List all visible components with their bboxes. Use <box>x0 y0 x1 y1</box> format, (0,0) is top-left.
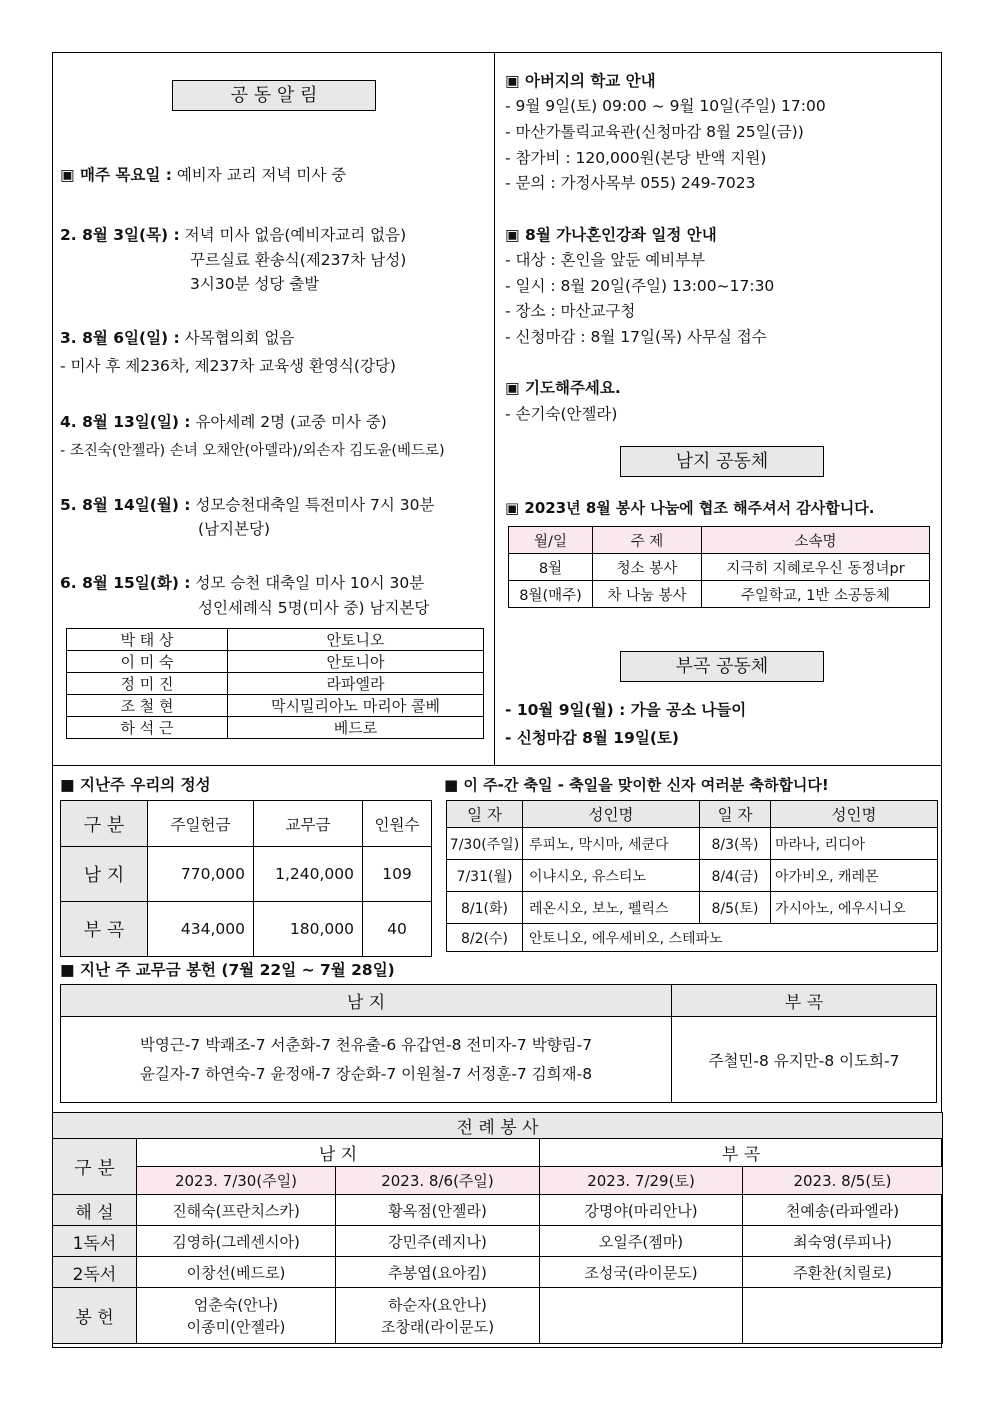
offering-heading: ■ 지난주 우리의 정성 <box>60 776 211 794</box>
table-row: 봉 헌 엄춘숙(안나) 이종미(안젤라) 하순자(요안나) 조창래(라이문도) <box>53 1288 943 1344</box>
table-row: 남 지 770,000 1,240,000 109 <box>61 847 432 902</box>
notice-item-5: 5. 8월 14일(월) : 성모승천대축일 특전미사 7시 30분 <box>60 496 435 514</box>
namji-community-title: 남지 공동체 <box>620 446 824 477</box>
table-row: 정 미 진 라파엘라 <box>67 673 484 695</box>
dues-namji-line: 박영근-7 박쾌조-7 서춘화-7 천유출-6 유갑연-8 전미자-7 박향림-7 <box>139 1035 593 1054</box>
table-row: 7/31(월) 이냐시오, 유스티노 8/4(금) 아가비오, 캐레몬 <box>447 860 938 892</box>
table-row: 하 석 근 베드로 <box>67 717 484 739</box>
marriage-line: - 대상 : 혼인을 앞둔 예비부부 <box>505 251 706 269</box>
table-row: 전 례 봉 사 <box>53 1113 943 1139</box>
table-row <box>61 1017 937 1103</box>
notice-item-4-sub: - 조진숙(안젤라) 손녀 오채안(아델라)/외손자 김도윤(베드로) <box>60 443 445 459</box>
table-row: 이 미 숙 안토니아 <box>67 651 484 673</box>
table-row: 월/일 주 제 소속명 <box>509 527 930 554</box>
table-row: 구 분 주일헌금 교무금 인원수 <box>61 801 432 847</box>
table-row: 8월 청소 봉사 지극히 지혜로우신 동정녀pr <box>509 554 930 581</box>
notice-item-6: 6. 8월 15일(화) : 성모 승천 대축일 미사 10시 30분 <box>60 574 425 592</box>
notice-item-4: 4. 8월 13일(일) : 유아세례 2명 (교중 미사 중) <box>60 413 387 431</box>
service-table <box>508 526 930 608</box>
column-divider <box>494 52 495 765</box>
feast-table <box>446 800 938 952</box>
notice-item-1: ▣ 매주 목요일 : 예비자 교리 저녁 미사 중 <box>60 166 347 184</box>
prayer-line: - 손기숙(안젤라) <box>505 405 618 423</box>
dues-heading: ■ 지난 주 교무금 봉헌 (7월 22일 ~ 7월 28일) <box>60 961 395 979</box>
table-row: 남 지 부 곡 <box>61 985 937 1017</box>
table-row: 구 분 남 지 부 곡 <box>53 1139 943 1167</box>
table-row: 7/30(주일) 루피노, 막시마, 세쿤다 8/3(목) 마라나, 리디아 <box>447 828 938 860</box>
table-row: 1독서 김영하(그레센시아) 강민주(레지나) 오일주(젬마) 최숙영(루피나) <box>53 1226 943 1257</box>
bugok-line: - 10월 9일(월) : 가을 공소 나들이 <box>505 701 747 719</box>
offering-table <box>60 800 432 957</box>
notice-item-2-line: 3시30분 성당 출발 <box>190 275 320 293</box>
father-school-line: - 참가비 : 120,000원(본당 반액 지원) <box>505 149 767 167</box>
father-school-heading: ▣ 아버지의 학교 안내 <box>505 72 656 90</box>
dues-bugok-line: 주철민-8 유지만-8 이도희-7 <box>672 1017 937 1103</box>
marriage-heading: ▣ 8월 가나혼인강좌 일정 안내 <box>505 226 717 244</box>
table-row: 8/1(화) 레온시오, 보노, 펠릭스 8/5(토) 가시아노, 에우시니오 <box>447 892 938 924</box>
father-school-line: - 마산가톨릭교육관(신청마감 8월 25일(금)) <box>505 123 804 141</box>
section-divider <box>52 765 942 766</box>
table-row: 조 철 현 막시밀리아노 마리아 콜베 <box>67 695 484 717</box>
liturgy-table <box>52 1112 943 1344</box>
notice-item-2: 2. 8월 3일(목) : 저녁 미사 없음(예비자교리 없음) <box>60 226 407 244</box>
notice-item-6-line: 성인세례식 5명(미사 중) 남지본당 <box>198 599 430 617</box>
bugok-line: - 신청마감 8월 19일(토) <box>505 729 679 747</box>
table-row: 박 태 상 안토니오 <box>67 629 484 651</box>
table-row: 2023. 7/30(주일) 2023. 8/6(주일) 2023. 7/29(토) 2023. 8/5(토) <box>53 1167 943 1195</box>
notice-item-5-line: (남지본당) <box>198 520 270 538</box>
dues-namji-line: 윤길자-7 하연숙-7 윤정애-7 장순화-7 이원철-7 서정훈-7 김희재-8 <box>139 1064 593 1083</box>
baptism-table <box>66 628 484 739</box>
bugok-community-title: 부곡 공동체 <box>620 651 824 682</box>
table-row: 8/2(수) 안토니오, 에우세비오, 스테파노 <box>447 924 938 952</box>
prayer-heading: ▣ 기도해주세요. <box>505 379 621 397</box>
table-row: 부 곡 434,000 180,000 40 <box>61 902 432 957</box>
service-heading: ▣ 2023년 8월 봉사 나눔에 협조 해주셔서 감사합니다. <box>505 499 875 517</box>
father-school-line: - 9월 9일(토) 09:00 ~ 9월 10일(주일) 17:00 <box>505 97 826 115</box>
table-row: 8월(매주) 차 나눔 봉사 주일학교, 1반 소공동체 <box>509 581 930 608</box>
table-row: 해 설 진해숙(프란치스카) 황옥점(안젤라) 강명야(마리안나) 천예송(라파엘라) <box>53 1195 943 1226</box>
father-school-line: - 문의 : 가정사목부 055) 249-7023 <box>505 174 756 192</box>
table-row: 2독서 이창선(베드로) 추봉엽(요아킴) 조성국(라이문도) 주환찬(치릴로) <box>53 1257 943 1288</box>
feast-heading: ■ 이 주-간 축일 - 축일을 맞이한 신자 여러분 축하합니다! <box>444 776 829 794</box>
table-row: 일 자 성인명 일 자 성인명 <box>447 801 938 828</box>
notice-item-3: 3. 8월 6일(일) : 사목협의회 없음 <box>60 329 295 347</box>
marriage-line: - 장소 : 마산교구청 <box>505 302 636 320</box>
common-notice-title: 공 동 알 림 <box>172 80 376 111</box>
marriage-line: - 신청마감 : 8월 17일(목) 사무실 접수 <box>505 328 767 346</box>
marriage-line: - 일시 : 8월 20일(주일) 13:00~17:30 <box>505 277 775 295</box>
notice-item-3-sub: - 미사 후 제236차, 제237차 교육생 환영식(강당) <box>60 357 396 375</box>
dues-table <box>60 984 937 1103</box>
notice-item-2-line: 꾸르실료 환송식(제237차 남성) <box>190 251 407 269</box>
